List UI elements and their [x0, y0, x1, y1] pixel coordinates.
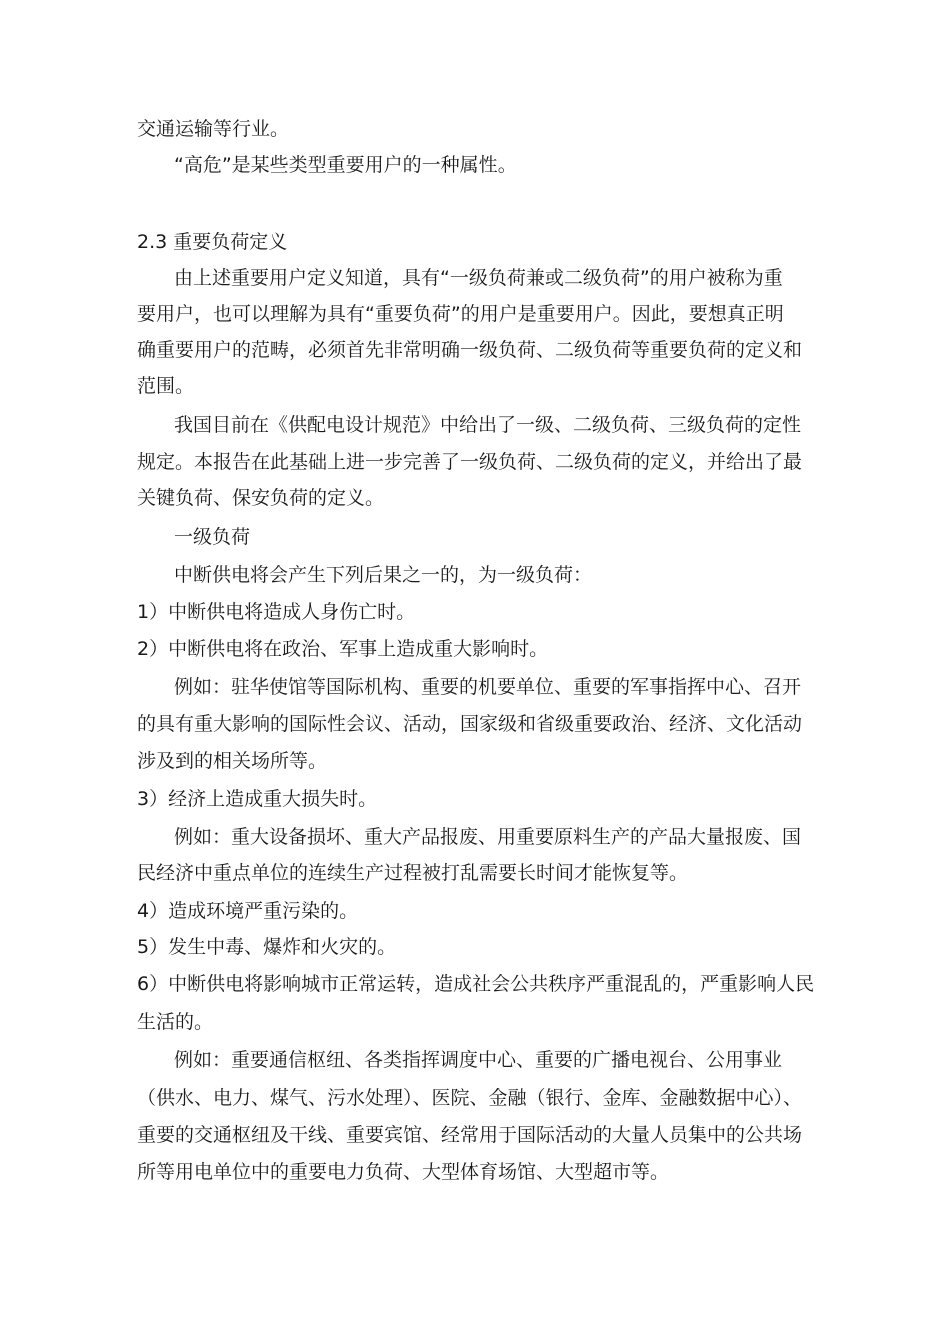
paragraph-line: 重要的交通枢纽及干线、重要宾馆、经常用于国际活动的大量人员集中的公共场 [137, 1124, 803, 1146]
paragraph-line: 例如：重要通信枢纽、各类指挥调度中心、重要的广播电视台、公用事业 [174, 1049, 783, 1071]
paragraph-line: 生活的。 [137, 1011, 214, 1033]
paragraph-line: 例如：驻华使馆等国际机构、重要的机要单位、重要的军事指挥中心、召开 [174, 676, 802, 698]
paragraph-line: 规定。本报告在此基础上进一步完善了一级负荷、二级负荷的定义，并给出了最 [137, 451, 803, 473]
list-item: 1）中断供电将造成人身伤亡时。 [137, 601, 416, 623]
list-item: 5）发生中毒、爆炸和火灾的。 [137, 936, 397, 958]
paragraph-line: 交通运输等行业。 [137, 118, 290, 140]
paragraph-line: 涉及到的相关场所等。 [137, 750, 328, 772]
section-heading: 2.3 重要负荷定义 [137, 231, 288, 253]
paragraph-line: 中断供电将会产生下列后果之一的，为一级负荷： [174, 564, 593, 586]
paragraph-line: 由上述重要用户定义知道，具有“一级负荷兼或二级负荷”的用户被称为重 [174, 267, 783, 289]
subheading: 一级负荷 [174, 526, 251, 548]
list-item: 6）中断供电将影响城市正常运转，造成社会公共秩序严重混乱的，严重影响人民 [137, 973, 815, 995]
paragraph-line: 例如：重大设备损坏、重大产品报废、用重要原料生产的产品大量报废、国 [174, 826, 802, 848]
paragraph-line: 民经济中重点单位的连续生产过程被打乱需要长时间才能恢复等。 [137, 862, 689, 884]
paragraph-line: 确重要用户的范畴，必须首先非常明确一级负荷、二级负荷等重要负荷的定义和 [137, 339, 803, 361]
list-item: 3）经济上造成重大损失时。 [137, 788, 378, 810]
paragraph-line: 范围。 [137, 375, 195, 397]
list-item: 2）中断供电将在政治、军事上造成重大影响时。 [137, 638, 549, 660]
paragraph-line: 的具有重大影响的国际性会议、活动，国家级和省级重要政治、经济、文化活动 [137, 713, 803, 735]
paragraph-line: 我国目前在《供配电设计规范》中给出了一级、二级负荷、三级负荷的定性 [174, 414, 802, 436]
paragraph-line: “高危”是某些类型重要用户的一种属性。 [174, 154, 517, 176]
paragraph-line: 所等用电单位中的重要电力负荷、大型体育场馆、大型超市等。 [137, 1161, 670, 1183]
paragraph-line: 关键负荷、保安负荷的定义。 [137, 487, 385, 509]
list-item: 4）造成环境严重污染的。 [137, 900, 359, 922]
paragraph-line: 要用户，也可以理解为具有“重要负荷”的用户是重要用户。因此，要想真正明 [137, 303, 784, 325]
paragraph-line: （供水、电力、煤气、污水处理）、医院、金融（银行、金库、金融数据中心）、 [137, 1087, 803, 1109]
